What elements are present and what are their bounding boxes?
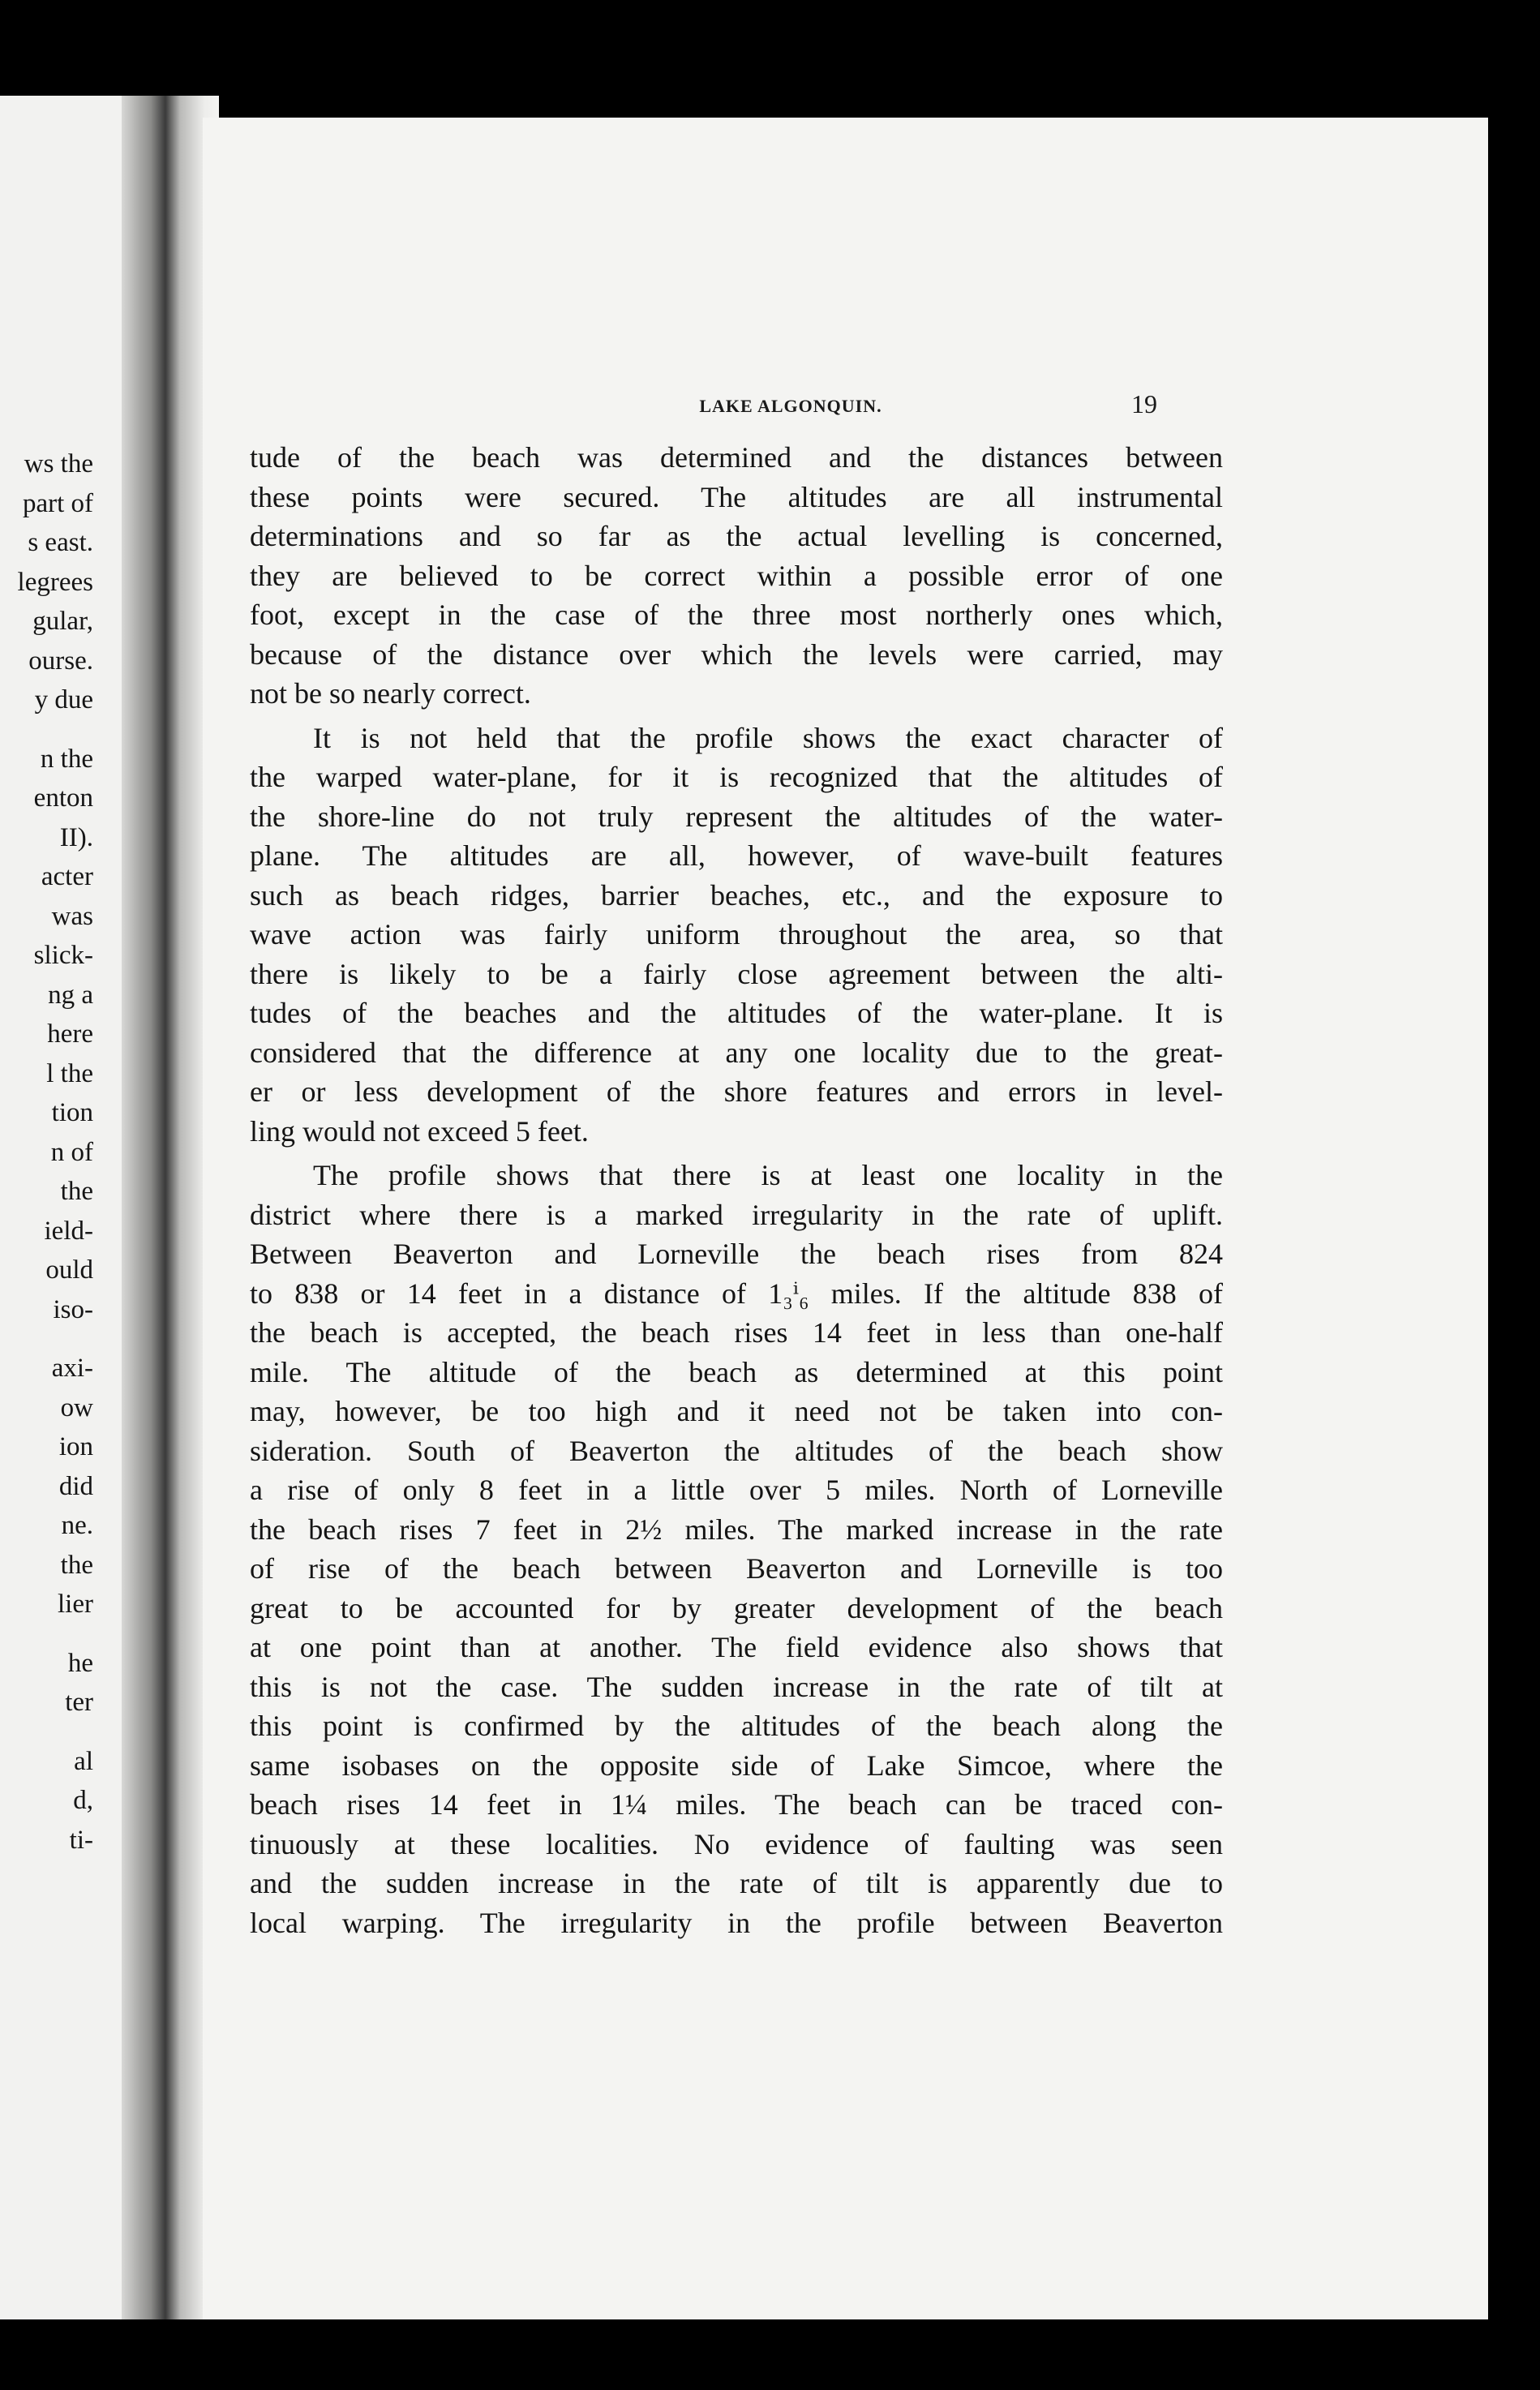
text-line: because of the distance over which the levels were carried, may xyxy=(250,637,1223,671)
text-line: a rise of only 8 feet in a little over 5 miles. North of Lorneville xyxy=(250,1474,1223,1506)
facing-page-fragment: acter xyxy=(41,862,93,891)
text-line: they are believed to be correct within a possible error of one xyxy=(250,559,1223,592)
text-line: and the sudden increase in the rate of tilt is apparently due to xyxy=(250,1867,1223,1899)
facing-page-fragment: ourse. xyxy=(28,646,93,676)
facing-page-fragment: II). xyxy=(59,822,93,852)
facing-page-fragment: did xyxy=(58,1471,93,1501)
text-line: district where there is a marked irregularity in the rate of uplift. xyxy=(250,1198,1223,1231)
facing-page-fragment: ws the xyxy=(24,449,93,478)
facing-page-fragment: ter xyxy=(65,1688,93,1717)
scan-border-top xyxy=(0,0,1540,118)
text-line: may, however, be too high and it need not be taken into con- xyxy=(250,1395,1223,1427)
facing-page-fragment: the xyxy=(60,1550,93,1580)
text-line: wave action was fairly uniform throughout the area, so that xyxy=(250,918,1223,950)
text-line: considered that the difference at any one locality due to the great- xyxy=(250,1036,1223,1069)
text-line: determinations and so far as the actual levelling is concerned, xyxy=(250,520,1223,552)
text-line: plane. The altitudes are all, however, of wave-built features xyxy=(250,839,1223,872)
facing-page-fragment: ion xyxy=(58,1432,93,1461)
facing-page-fragment: enton xyxy=(33,783,93,813)
facing-page-fragment: d, xyxy=(73,1786,93,1815)
text-line: tinuously at these localities. No evidence of faulting was seen xyxy=(250,1827,1223,1860)
facing-page-fragment: l the xyxy=(46,1058,93,1088)
facing-page-fragment: ng a xyxy=(48,980,93,1010)
text-line: at one point than at another. The field evidence also shows that xyxy=(250,1631,1223,1663)
text-line: not be so nearly correct. xyxy=(250,677,531,710)
paragraph-2 xyxy=(250,719,1223,1152)
facing-page-fragment: here xyxy=(47,1019,93,1049)
text-line: foot, except in the case of the three most northerly ones which, xyxy=(250,599,1223,631)
body-text xyxy=(250,438,1223,1942)
text-line: ling would not exceed 5 feet. xyxy=(250,1114,589,1148)
text-line: these points were secured. The altitudes are all instrumental xyxy=(250,480,1223,513)
facing-page-fragment: gular, xyxy=(32,607,93,636)
facing-page-fragment: tion xyxy=(51,1098,93,1127)
text-line: same isobases on the opposite side of Lake Simcoe, where the xyxy=(250,1749,1223,1782)
facing-page-fragment: lier xyxy=(58,1590,93,1619)
text-line: It is not held that the profile shows the exact character of xyxy=(313,721,1223,754)
running-head xyxy=(203,389,1488,422)
text-line: this point is confirmed by the altitudes of the beach along the xyxy=(250,1710,1223,1742)
facing-page-fragment: ti- xyxy=(69,1825,93,1855)
facing-page-fragment: ield- xyxy=(44,1216,93,1246)
paragraph-1 xyxy=(250,438,1223,714)
text-line: of rise of the beach between Beaverton and Lorneville is too xyxy=(250,1552,1223,1585)
text-line: The profile shows that there is at least one locality in the xyxy=(313,1159,1223,1191)
text-line: the beach rises 7 feet in 2½ miles. The marked increase in the rate xyxy=(250,1513,1223,1546)
facing-page-fragment: ne. xyxy=(61,1511,93,1540)
facing-page-fragment: he xyxy=(67,1648,93,1678)
running-title: LAKE ALGONQUIN. xyxy=(699,396,882,416)
facing-page-fragment: ould xyxy=(45,1255,93,1285)
text-line: tudes of the beaches and the altitudes of the water-plane. It is xyxy=(250,997,1223,1029)
scan-border-bottom xyxy=(0,2319,1540,2390)
facing-page-fragment: slick- xyxy=(33,941,93,970)
text-line: the shore-line do not truly represent the altitudes of the water- xyxy=(250,800,1223,833)
text-line: tude of the beach was determined and the distances between xyxy=(250,441,1223,474)
facing-page-fragment: y due xyxy=(34,685,93,714)
text-line: Between Beaverton and Lorneville the beach rises from 824 xyxy=(250,1238,1223,1270)
text-line: to 838 or 14 feet in a distance of 1₃ⁱ₆ miles. If the altitude 838 of xyxy=(250,1277,1223,1310)
text-line: sideration. South of Beaverton the altitudes of the beach show xyxy=(250,1434,1223,1467)
facing-page-fragment: al xyxy=(74,1746,93,1776)
text-line: the beach is accepted, the beach rises 14 feet in less than one-half xyxy=(250,1316,1223,1349)
text-line: beach rises 14 feet in 1¼ miles. The beach can be traced con- xyxy=(250,1788,1223,1821)
facing-page-fragment: iso- xyxy=(53,1294,93,1324)
page-number: 19 xyxy=(1131,389,1157,418)
text-line: the warped water-plane, for it is recognized that the altitudes of xyxy=(250,761,1223,793)
facing-page-fragment: n the xyxy=(40,744,93,774)
scan-border-right xyxy=(1488,0,1540,2390)
facing-page-fragment: legrees xyxy=(17,567,93,597)
facing-page-fragment: n of xyxy=(50,1137,93,1167)
text-line: er or less development of the shore features and errors in level- xyxy=(250,1075,1223,1108)
facing-page-fragment: the xyxy=(60,1177,93,1206)
text-line: this is not the case. The sudden increase in the rate of tilt at xyxy=(250,1670,1223,1703)
facing-page-fragment: was xyxy=(51,901,93,931)
text-line: great to be accounted for by greater development of the beach xyxy=(250,1591,1223,1624)
book-page xyxy=(203,118,1488,2319)
text-line: mile. The altitude of the beach as determined at this point xyxy=(250,1355,1223,1388)
text-line: local warping. The irregularity in the profile between Beaverton xyxy=(250,1906,1223,1939)
facing-page-fragment: part of xyxy=(22,488,93,518)
text-line: there is likely to be a fairly close agreement between the alti- xyxy=(250,957,1223,990)
paragraph-3 xyxy=(250,1156,1223,1942)
facing-page-fragment: ow xyxy=(60,1392,93,1422)
text-line: such as beach ridges, barrier beaches, etc., and the exposure to xyxy=(250,878,1223,912)
facing-page-fragment: s east. xyxy=(28,528,93,557)
facing-page-fragment: axi- xyxy=(51,1354,93,1383)
